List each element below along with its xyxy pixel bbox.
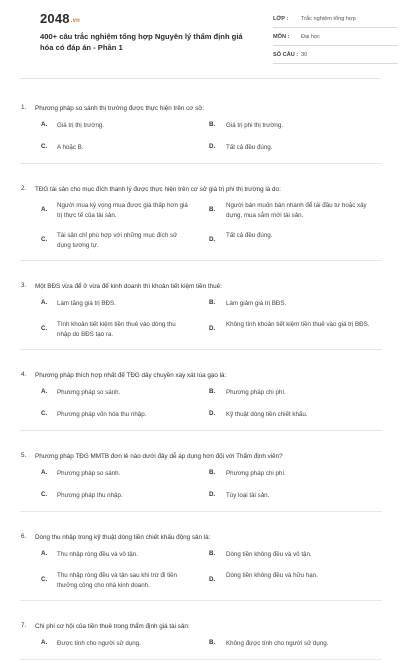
answer-option-c[interactable] (20, 485, 201, 507)
answer-text: Dòng tiền không đều và hữu hạn. (226, 572, 318, 579)
meta-subject-row (273, 31, 398, 46)
answer-key: A. (41, 550, 48, 557)
answer-option-c[interactable] (20, 226, 201, 256)
question-number: 6. (21, 533, 27, 540)
meta-class-label: LỚP : (273, 16, 289, 22)
page-header (18, 0, 382, 70)
question-item (20, 601, 382, 660)
answer-text: Không được tính cho người sử dụng. (226, 640, 329, 647)
answer-key: B. (209, 469, 216, 476)
answer-text: Phương pháp thu nhập. (57, 492, 123, 499)
question-item (20, 164, 382, 261)
question-item (20, 431, 382, 512)
answer-option-b[interactable] (201, 196, 382, 226)
answer-key: C. (41, 576, 48, 583)
answer-key: D. (209, 410, 216, 417)
meta-subject-label: MÔN : (273, 34, 290, 40)
answer-text: Giá trị phi thị trường. (226, 122, 284, 129)
answer-option-c[interactable] (20, 315, 201, 345)
answer-key: C. (41, 410, 48, 417)
question-text: TĐG tài sản cho mục đích thanh lý được thực hiện trên cơ sở giá trị phi thị trường là do: (35, 186, 281, 193)
answer-text: Thu nhập ròng đều và tận sau khi trừ đi tiền thưởng công cho nhà kinh doanh. (57, 572, 178, 589)
answer-row (20, 485, 382, 507)
answer-option-a[interactable] (20, 293, 201, 315)
question-text: Một BĐS vừa để ở vừa để kinh doanh thì khoản tiết kiệm tiền thuê: (35, 283, 222, 290)
meta-count-label: SỐ CÂU : (273, 52, 299, 58)
answer-text: Kỹ thuật dòng tiền chiết khấu. (226, 411, 308, 418)
answer-key: B. (209, 388, 216, 395)
answer-option-c[interactable] (20, 404, 201, 426)
answer-option-d[interactable] (201, 485, 382, 507)
answer-option-b[interactable] (201, 633, 382, 655)
answer-option-c[interactable] (20, 566, 201, 596)
answer-text: Không tính khoản tiết kiệm tiền thuê vào giá trị BĐS. (226, 321, 370, 328)
answer-row (20, 404, 382, 426)
question-item (20, 350, 382, 431)
question-number: 3. (21, 282, 27, 289)
answer-option-a[interactable] (20, 633, 201, 655)
answer-text: Phương pháp chi phí. (226, 389, 286, 396)
logo-text: 2048 (40, 11, 70, 26)
answer-text: Phương pháp so sánh. (57, 389, 121, 396)
answer-key: A. (41, 639, 48, 646)
answer-row (20, 463, 382, 485)
answer-options (20, 293, 382, 345)
answer-text: Dòng tiền không đều và vô tận. (226, 551, 312, 558)
answer-row (20, 226, 382, 256)
answer-option-a[interactable] (20, 544, 201, 566)
answer-option-a[interactable] (20, 196, 201, 226)
question-stem (20, 431, 382, 463)
answer-key: D. (209, 491, 216, 498)
answer-row (20, 115, 382, 137)
answer-text: Làm tăng giá trị BĐS. (57, 300, 116, 307)
answer-key: C. (41, 143, 48, 150)
answer-text: Phương pháp vốn hóa thu nhập. (57, 411, 147, 418)
question-number: 4. (21, 371, 27, 378)
answer-key: D. (209, 325, 216, 332)
answer-option-b[interactable] (201, 463, 382, 485)
answer-key: D. (209, 143, 216, 150)
answer-text: Được tính cho người sử dụng. (57, 640, 141, 647)
question-number: 1. (21, 104, 27, 111)
question-item (20, 261, 382, 350)
answer-text: Tài sản chỉ phù hợp với những mục đích sử dụng tương tự. (57, 232, 178, 249)
answer-text: Người bán muốn bán nhanh để tái đầu tư hoặc xây dựng, mua sắm mới tài sản. (226, 202, 367, 219)
answer-options (20, 544, 382, 596)
question-stem (20, 350, 382, 382)
answer-option-b[interactable] (201, 293, 382, 315)
answer-text: Người mua kỳ vọng mua được giá thấp hơn giá trị thực tế của tài sản. (57, 202, 188, 219)
answer-row (20, 544, 382, 566)
answer-options (20, 382, 382, 426)
answer-option-b[interactable] (201, 115, 382, 137)
answer-text: Phương pháp so sánh. (57, 470, 121, 477)
question-text: Chi phí cơ hội của tiền thuê trong thẩm định giá tài sản: (35, 623, 190, 630)
answer-option-b[interactable] (201, 544, 382, 566)
document-title: 400+ câu trắc nghiệm tổng hợp Nguyên lý thẩm định giá hóa có đáp án - Phần 1 (40, 32, 243, 52)
answer-text: Tất cả đều đúng. (226, 144, 273, 151)
answer-row (20, 315, 382, 345)
logo-suffix: .vn (70, 18, 81, 24)
answer-key: B. (209, 299, 216, 306)
answer-option-c[interactable] (20, 137, 201, 159)
answer-option-d[interactable] (201, 226, 382, 256)
answer-option-d[interactable] (201, 566, 382, 596)
answer-key: A. (41, 469, 48, 476)
question-item (20, 512, 382, 601)
question-stem (20, 83, 382, 115)
question-text: Dòng thu nhập trong kỹ thuật dòng tiền chiết khấu động sản là: (35, 534, 211, 541)
question-stem (20, 601, 382, 633)
answer-key: B. (209, 639, 216, 646)
meta-class-row (273, 13, 398, 28)
meta-count-value: 30 (301, 52, 308, 58)
question-number: 7. (21, 622, 27, 629)
answer-key: B. (209, 550, 216, 557)
question-text: Phương pháp so sánh thị trường được thực hiện trên cơ sở: (35, 105, 205, 112)
answer-option-d[interactable] (201, 404, 382, 426)
question-text: Phương pháp TĐG MMTB đơn lẻ nào dưới đây dễ áp dụng hơn đối với Thẩm định viên? (35, 453, 283, 460)
answer-row (20, 633, 382, 655)
answer-options (20, 633, 382, 655)
answer-key: D. (209, 576, 216, 583)
answer-key: B. (209, 121, 216, 128)
question-stem (20, 261, 382, 293)
question-item (20, 83, 382, 164)
answer-key: A. (41, 388, 48, 395)
answer-options (20, 115, 382, 159)
site-logo[interactable] (40, 11, 80, 26)
answer-option-d[interactable] (201, 315, 382, 345)
meta-class-value[interactable]: Trắc nghiệm tổng hợp (301, 16, 356, 22)
answer-text: Phương pháp chi phí. (226, 470, 286, 477)
answer-row (20, 137, 382, 159)
answer-key: A. (41, 121, 48, 128)
answer-key: C. (41, 236, 48, 243)
answer-key: B. (209, 206, 216, 213)
answer-key: C. (41, 325, 48, 332)
answer-text: Tính khoản tiết kiệm tiền thuê vào dòng thu nhập do BĐS tạo ra. (57, 321, 176, 338)
answer-option-b[interactable] (201, 382, 382, 404)
answer-option-a[interactable] (20, 463, 201, 485)
question-stem (20, 164, 382, 196)
answer-row (20, 293, 382, 315)
document-meta (273, 13, 398, 67)
answer-row (20, 382, 382, 404)
header-divider (20, 78, 380, 79)
answer-key: D. (209, 236, 216, 243)
answer-text: Làm giảm giá trị BĐS. (226, 300, 287, 307)
question-list (20, 83, 382, 660)
answer-row (20, 196, 382, 226)
answer-options (20, 463, 382, 507)
meta-count-row (273, 49, 398, 64)
question-number: 2. (21, 185, 27, 192)
question-text: Phương pháp thích hợp nhất để TĐG dây chuyền xay xát lúa gạo là: (35, 372, 227, 379)
answer-key: A. (41, 299, 48, 306)
answer-key: C. (41, 491, 48, 498)
meta-subject-value[interactable]: Đại học (301, 34, 320, 40)
answer-text: Tùy loại tài sản. (226, 492, 270, 499)
answer-row (20, 566, 382, 596)
answer-option-d[interactable] (201, 137, 382, 159)
answer-option-a[interactable] (20, 382, 201, 404)
answer-options (20, 196, 382, 256)
answer-text: Thu nhập ròng đều và vô tận. (57, 551, 138, 558)
answer-text: A hoặc B. (57, 144, 84, 151)
answer-text: Tất cả đều đúng. (226, 232, 273, 239)
question-number: 5. (21, 452, 27, 459)
question-stem (20, 512, 382, 544)
answer-key: A. (41, 206, 48, 213)
answer-option-a[interactable] (20, 115, 201, 137)
answer-text: Giá trị thị trường. (57, 122, 105, 129)
